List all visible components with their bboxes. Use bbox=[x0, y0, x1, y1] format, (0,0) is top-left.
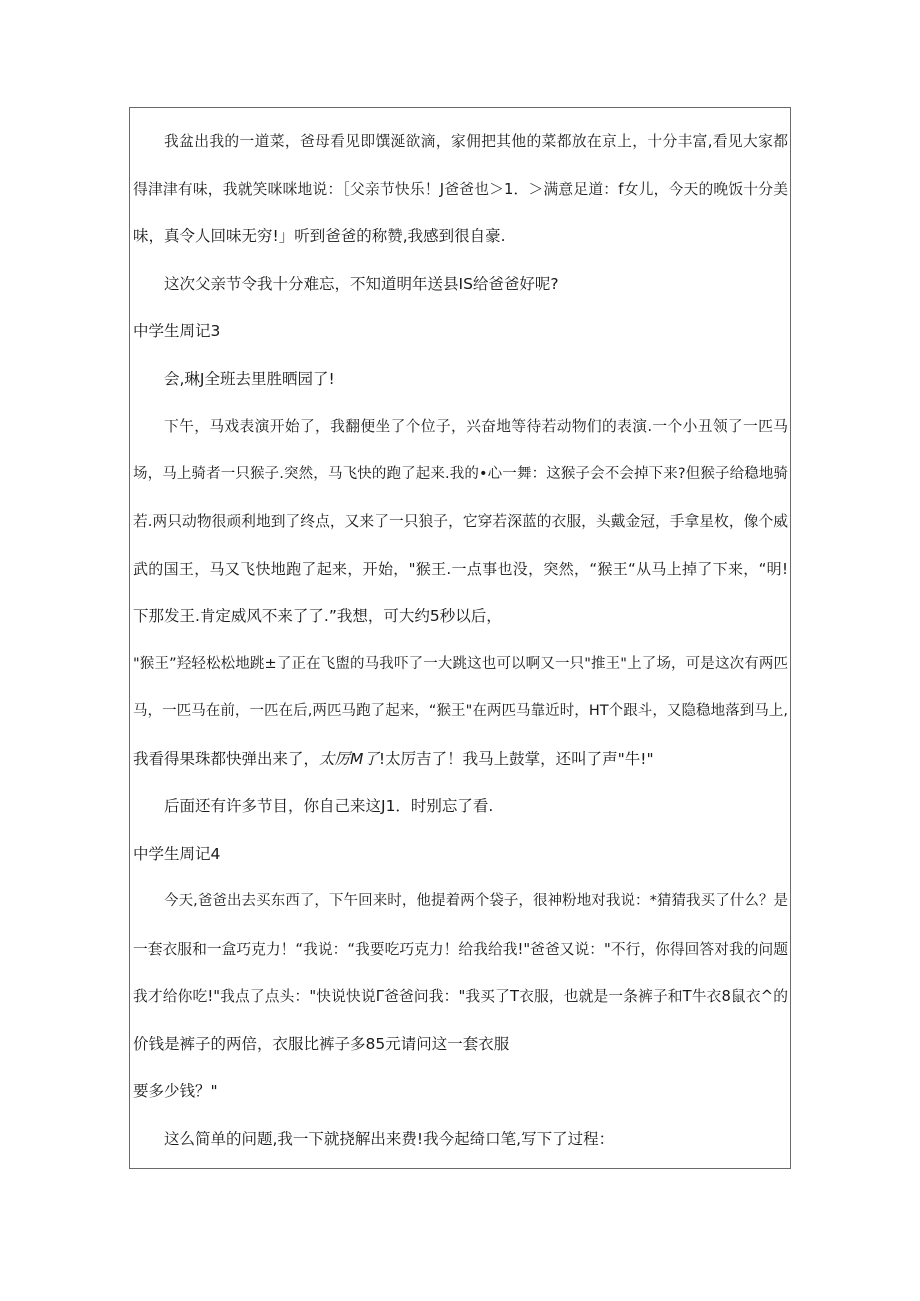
paragraph-line: 味，真令人回味无穷!」听到爸爸的称赞,我感到很自豪. bbox=[133, 227, 506, 245]
section-heading: 中学生周记3 bbox=[133, 322, 221, 340]
paragraph-line: 下午，马戏表演开始了，我翻便坐了个位子，兴奋地等待若动物们的表演.一个小丑领了一匹马 bbox=[164, 418, 788, 435]
paragraph-line: 若.两只动物很顽利地到了终点，又来了一只狼子，它穿若深蓝的衣服，头戴金冠，手拿星枚，像个威 bbox=[133, 513, 788, 530]
paragraph-line: 得津津有味，我就笑咪咪地说：［父亲节快乐！J爸爸也＞1．＞满意足道：f女儿，今天的晚饭十分美 bbox=[133, 180, 788, 198]
paragraph-line: 我才给你吃!"我点了点头："快说快说Γ爸爸问我："我买了T衣服，也就是一条裤子和T牛衣8鼠衣^的 bbox=[133, 988, 788, 1005]
paragraph-line: 下那发王.肯定威风不来了了.”我想，可大约5秒以后， bbox=[133, 607, 502, 625]
paragraph-line: 这么简单的问题,我一下就挠解出来费!我今起绮口笔,写下了过程： bbox=[164, 1129, 615, 1148]
paragraph-line: 这次父亲节令我十分难忘，不知道明年送县IS给爸爸好呢? bbox=[164, 274, 559, 293]
line-segment: !太厉吉了！我马上鼓掌，还叫了声"牛!" bbox=[378, 749, 654, 768]
paragraph-line: 会,琳J全班去里胜晒园了! bbox=[164, 369, 335, 388]
paragraph-line: "猴王”羟轻松松地跳±了正在飞盥的马我吓了一大跳这也可以啊又一只"推王"上了场，可是这次有两匹 bbox=[133, 655, 788, 672]
paragraph-line: 马，一匹马在前，一匹在后,两匹马跑了起来，“猴王"在两匹马靠近时，HT个跟斗，又隐稳地落到马上, bbox=[133, 703, 788, 719]
paragraph-line: 一套衣服和一盒巧克力！“我说：“我要吃巧克力！给我给我!"爸爸又说："不行，你得回答对我的问题 bbox=[133, 940, 788, 958]
paragraph-line: 武的国王，马又飞快地跑了起来，开始，"猴王.一点事也没，突然，“猴王“从马上掉了下来，“明! bbox=[133, 559, 788, 578]
paragraph-line: 今天,爸爸出去买东西了，下午回来时，他提着两个袋子，很神粉地对我说：*猜猜我买了什么？是 bbox=[164, 893, 788, 909]
paragraph-line: 我盆出我的一道菜，爸母看见即馔涎欲滴，家佣把其他的菜都放在京上，十分丰富,看见大家都 bbox=[164, 133, 788, 150]
document-body bbox=[133, 118, 788, 1163]
section-heading: 中学生周记4 bbox=[133, 844, 221, 863]
paragraph-line: 场，马上骑者一只猴子.突然，马飞快的跑了起来.我的•心一舞：这猴子会不会掉下来?但猴子给稳地骑 bbox=[133, 465, 788, 482]
paragraph-line bbox=[133, 736, 788, 784]
paragraph-line: 后面还有许多节目，你自己来这J1．时别忘了看. bbox=[164, 797, 494, 815]
paragraph-line: 要多少钱？" bbox=[133, 1082, 218, 1100]
line-segment: 我看得果珠都快弹出来了， bbox=[133, 749, 320, 768]
italic-segment: 太厉M了 bbox=[319, 749, 379, 768]
paragraph-line: 价钱是裤子的两倍，衣服比裤子多85元请问这一套衣服 bbox=[133, 1034, 510, 1053]
